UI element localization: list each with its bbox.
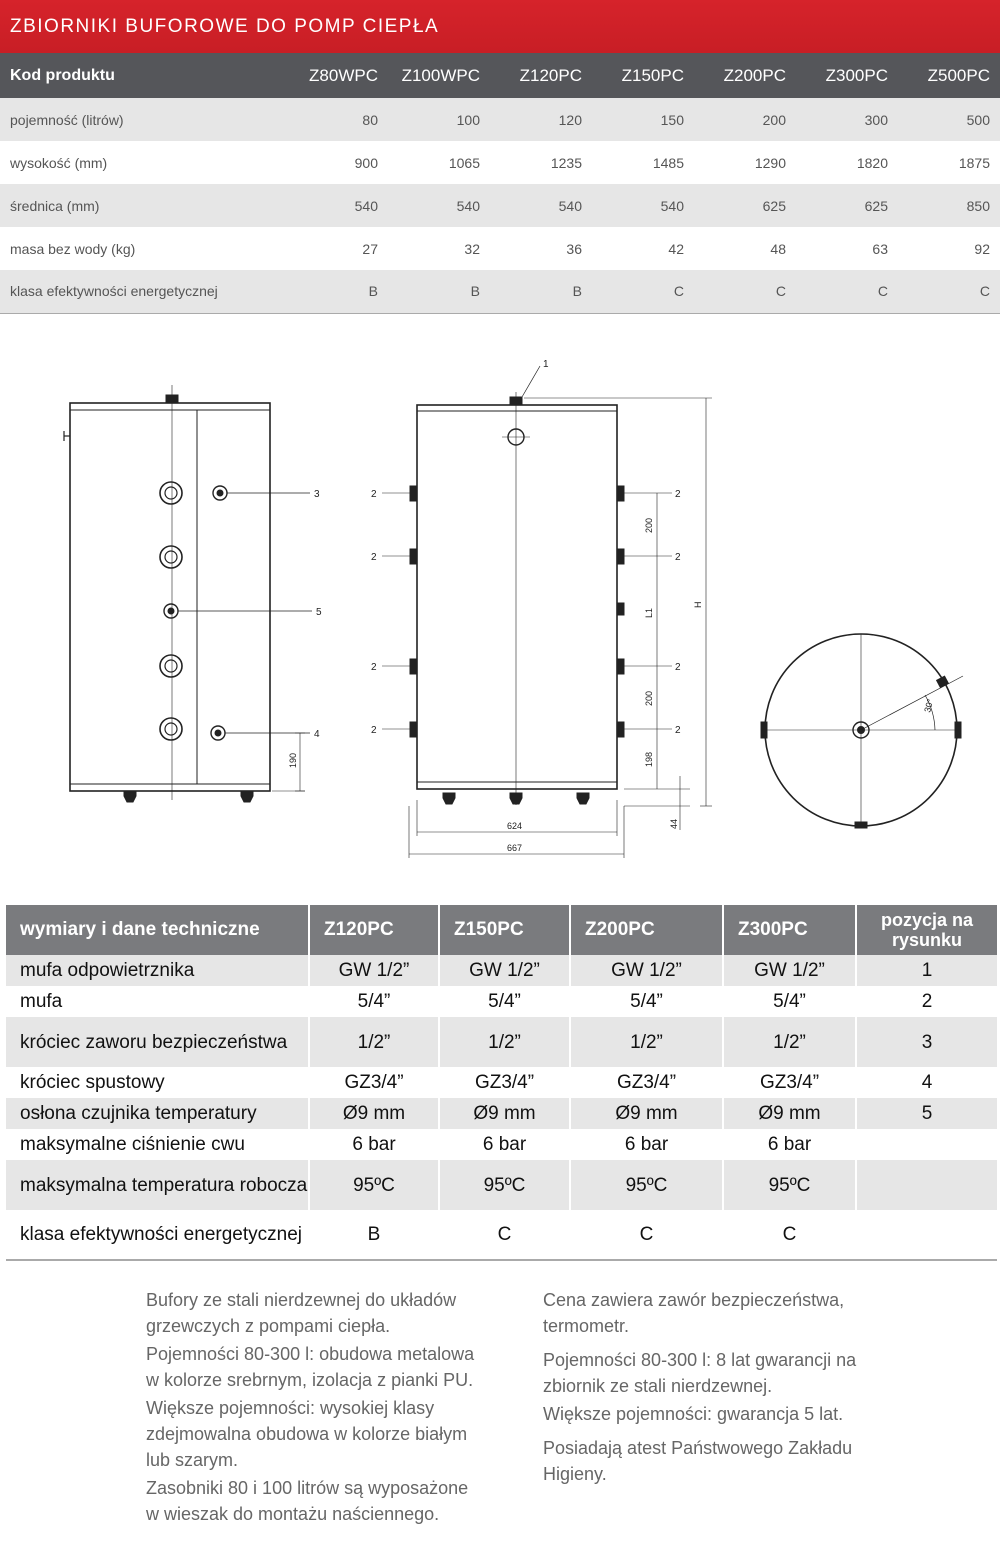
cell: Ø9 mm — [723, 1098, 856, 1129]
cell: pojemność (litrów) — [0, 98, 300, 141]
table-row — [0, 270, 1000, 313]
header-pozycja: pozycja na rysunku — [856, 905, 997, 955]
cell: 1820 — [856, 154, 888, 171]
cell: B — [300, 270, 388, 313]
note-paragraph: Cena zawiera zawór bezpieczeństwa, termometr. — [543, 1290, 845, 1336]
cell: Ø9 mm — [309, 1098, 439, 1129]
cell: C — [898, 270, 1000, 313]
dim-44: 44 — [669, 818, 679, 829]
cell: 95ºC — [439, 1160, 570, 1210]
cell: 36 — [566, 240, 582, 257]
dim-667: 667 — [507, 843, 523, 853]
cell: 48 — [770, 240, 786, 257]
note-paragraph: Zasobniki 80 i 100 litrów są wyposażone w wieszak do montażu naściennego. — [146, 1478, 469, 1524]
cell: wysokość (mm) — [10, 154, 108, 171]
cell: B — [490, 270, 592, 313]
technical-drawing — [0, 330, 1000, 870]
label-2: 2 — [371, 662, 377, 673]
cell — [856, 1160, 997, 1210]
table-row — [6, 1129, 997, 1160]
cell: 95ºC — [723, 1160, 856, 1210]
cell: C — [796, 270, 898, 313]
header-z100wpc: Z100WPC — [388, 53, 490, 98]
dim-l1: L1 — [644, 607, 654, 618]
label-3: 3 — [314, 489, 320, 500]
cell: C — [694, 270, 796, 313]
cell: GZ3/4” — [570, 1067, 723, 1098]
notes-left — [146, 1287, 486, 1529]
table-row — [6, 1098, 997, 1129]
dim-624: 624 — [507, 821, 523, 831]
cell: 95ºC — [570, 1160, 723, 1210]
cell: 540 — [300, 184, 388, 227]
label-2: 2 — [371, 725, 377, 736]
cell: Ø9 mm — [439, 1098, 570, 1129]
side-view — [64, 385, 312, 802]
top-view — [761, 634, 963, 828]
angle-label: 30° — [922, 697, 936, 714]
table-row — [0, 98, 1000, 141]
cell: króciec spustowy — [6, 1067, 309, 1098]
cell: B — [309, 1210, 439, 1260]
cell: osłona czujnika temperatury — [6, 1098, 309, 1129]
cell: B — [388, 270, 490, 313]
dim-190: 190 — [288, 752, 298, 768]
cell: 540 — [388, 184, 490, 227]
table-row — [6, 1210, 997, 1260]
header-z150pc: Z150PC — [439, 905, 570, 955]
cell — [856, 1129, 997, 1160]
cell: 92 — [974, 240, 990, 257]
cell: 6 bar — [309, 1129, 439, 1160]
cell: 1290 — [754, 154, 786, 171]
cell: 1485 — [652, 154, 684, 171]
header-z200pc: Z200PC — [570, 905, 723, 955]
cell: GW 1/2” — [723, 955, 856, 986]
tech-data-table — [6, 905, 997, 1261]
page-title: ZBIORNIKI BUFOROWE DO POMP CIEPŁA — [0, 0, 1000, 53]
label-1: 1 — [543, 359, 549, 370]
table-row — [6, 1067, 997, 1098]
label-2: 2 — [371, 552, 377, 563]
cell: C — [570, 1210, 723, 1260]
header-z120pc: Z120PC — [309, 905, 439, 955]
note-paragraph: Większe pojemności: wysokiej klasy zdejmowalna obudowa w kolorze białym lub szarym. — [146, 1398, 468, 1470]
cell: króciec zaworu bezpieczeństwa — [6, 1017, 309, 1067]
cell: 1235 — [550, 154, 582, 171]
front-view — [382, 366, 712, 858]
cell: 1 — [856, 955, 997, 986]
cell: maksymalne ciśnienie cwu — [6, 1129, 309, 1160]
cell: 1/2” — [723, 1017, 856, 1067]
cell — [856, 1210, 997, 1260]
cell: mufa — [6, 986, 309, 1017]
cell: 1/2” — [439, 1017, 570, 1067]
cell: GW 1/2” — [570, 955, 723, 986]
cell: 540 — [592, 184, 694, 227]
table-row — [6, 1017, 997, 1067]
cell: GZ3/4” — [439, 1067, 570, 1098]
cell: 3 — [856, 1017, 997, 1067]
label-2: 2 — [675, 489, 681, 500]
cell: klasa efektywności energetycznej — [0, 270, 300, 313]
note-paragraph: Bufory ze stali nierdzewnej do układów grzewczych z pompami ciepła. — [146, 1290, 457, 1336]
cell: GW 1/2” — [439, 955, 570, 986]
cell: 500 — [898, 98, 1000, 141]
cell: C — [723, 1210, 856, 1260]
cell: 625 — [694, 184, 796, 227]
header-wymiary: wymiary i dane techniczne — [6, 905, 309, 955]
cell: 5/4” — [570, 986, 723, 1017]
cell: 5/4” — [723, 986, 856, 1017]
cell: mufa odpowietrznika — [6, 955, 309, 986]
header-z150pc: Z150PC — [592, 53, 694, 98]
cell: 5 — [856, 1098, 997, 1129]
table-row — [0, 141, 1000, 184]
cell: 1065 — [448, 154, 480, 171]
table-row — [6, 955, 997, 986]
label-2: 2 — [675, 725, 681, 736]
cell: 100 — [388, 98, 490, 141]
cell: 2 — [856, 986, 997, 1017]
cell: Ø9 mm — [570, 1098, 723, 1129]
header-z200pc: Z200PC — [694, 53, 796, 98]
cell: 300 — [796, 98, 898, 141]
cell: C — [592, 270, 694, 313]
header-z80wpc: Z80WPC — [300, 53, 388, 98]
table-row — [6, 1160, 997, 1210]
note-paragraph: Pojemności 80-300 l: 8 lat gwarancji na zbiornik ze stali nierdzewnej. — [543, 1350, 857, 1396]
cell: 6 bar — [570, 1129, 723, 1160]
cell: 5/4” — [439, 986, 570, 1017]
cell: 1/2” — [309, 1017, 439, 1067]
label-4: 4 — [314, 729, 320, 740]
label-2: 2 — [675, 552, 681, 563]
header-z300pc: Z300PC — [723, 905, 856, 955]
cell: C — [439, 1210, 570, 1260]
cell: 1/2” — [570, 1017, 723, 1067]
note-paragraph: Większe pojemności: gwarancja 5 lat. — [543, 1404, 844, 1424]
table-row — [6, 986, 997, 1017]
note-paragraph: Pojemności 80-300 l: obudowa metalowa w kolorze srebrnym, izolacja z pianki PU. — [146, 1344, 475, 1390]
dim-200: 200 — [644, 690, 654, 706]
cell: 5/4” — [309, 986, 439, 1017]
cell: GW 1/2” — [309, 955, 439, 986]
cell: 6 bar — [723, 1129, 856, 1160]
cell: 27 — [362, 240, 378, 257]
cell: 4 — [856, 1067, 997, 1098]
header-kod: Kod produktu — [0, 53, 300, 98]
cell: 6 bar — [439, 1129, 570, 1160]
header-z120pc: Z120PC — [490, 53, 592, 98]
cell: 32 — [464, 240, 480, 257]
label-2: 2 — [675, 662, 681, 673]
cell: 540 — [490, 184, 592, 227]
cell: 95ºC — [309, 1160, 439, 1210]
cell: 1875 — [958, 154, 990, 171]
cell: 200 — [694, 98, 796, 141]
cell: 625 — [796, 184, 898, 227]
cell: 150 — [592, 98, 694, 141]
cell: 42 — [668, 240, 684, 257]
cell: GZ3/4” — [309, 1067, 439, 1098]
cell: 120 — [490, 98, 592, 141]
table-row — [0, 227, 1000, 270]
cell: 80 — [300, 98, 388, 141]
cell: 900 — [354, 154, 378, 171]
notes-right — [543, 1287, 873, 1489]
cell: GZ3/4” — [723, 1067, 856, 1098]
label-2: 2 — [371, 489, 377, 500]
cell: klasa efektywności energetycznej — [6, 1210, 309, 1260]
dim-198: 198 — [644, 751, 654, 767]
cell: średnica (mm) — [0, 184, 300, 227]
note-paragraph: Posiadają atest Państwowego Zakładu Higieny. — [543, 1438, 853, 1484]
product-table-header — [0, 53, 1000, 98]
dim-h: H — [693, 601, 703, 608]
label-5: 5 — [316, 607, 322, 618]
cell: 63 — [872, 240, 888, 257]
cell: 850 — [898, 184, 1000, 227]
tech-table-header — [6, 905, 997, 955]
product-table — [0, 53, 1000, 314]
dim-200: 200 — [644, 517, 654, 533]
cell: maksymalna temperatura robocza — [6, 1160, 309, 1210]
header-z300pc: Z300PC — [796, 53, 898, 98]
cell: masa bez wody (kg) — [10, 240, 136, 257]
header-z500pc: Z500PC — [898, 53, 1000, 98]
table-row — [0, 184, 1000, 227]
